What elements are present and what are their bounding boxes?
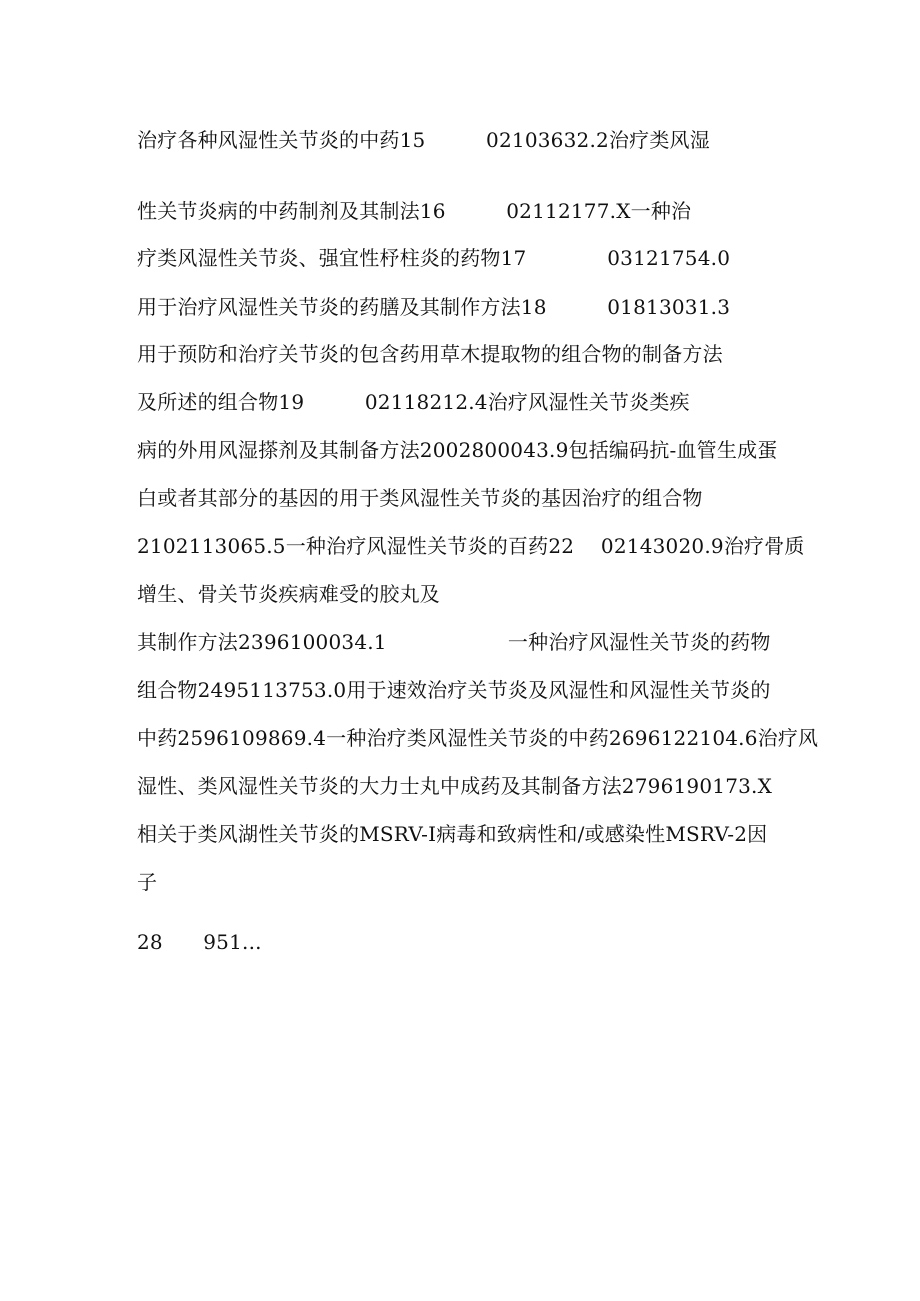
text-line: 组合物2495113753.0用于速效治疗关节炎及风湿性和风湿性关节炎的	[137, 678, 771, 702]
text-line: 疗类风湿性关节炎、强宜性杼柱炎的药物17 03121754.0	[137, 246, 731, 270]
text-line: 病的外用风湿搽剂及其制备方法2002800043.9包括编码抗-血管生成蛋	[137, 438, 778, 462]
page-footer-text: 28 951...	[137, 930, 262, 954]
text-line: 治疗各种风湿性关节炎的中药15 02103632.2治疗类风湿	[137, 128, 710, 152]
text-line: 用于治疗风湿性关节炎的药膳及其制作方法18 01813031.3	[137, 295, 731, 319]
text-line: 及所述的组合物19 02118212.4治疗风湿性关节炎类疾	[137, 390, 690, 414]
text-line: 增生、骨关节炎疾病难受的胶丸及	[137, 582, 440, 606]
text-line: 相关于类风湖性关节炎的MSRV-I病毒和致病性和/或感染性MSRV-2因	[137, 822, 768, 846]
text-line: 湿性、类风湿性关节炎的大力士丸中成药及其制备方法2796190173.X	[137, 774, 773, 798]
text-line: 子	[137, 870, 158, 894]
text-line: 用于预防和治疗关节炎的包含药用草木提取物的组合物的制备方法	[137, 342, 723, 366]
text-line: 白或者其部分的基因的用于类风湿性关节炎的基因治疗的组合物	[137, 486, 703, 510]
text-line: 其制作方法2396100034.1 一种治疗风湿性关节炎的药物	[137, 630, 771, 654]
text-line: 性关节炎病的中药制剂及其制法16 02112177.X一种治	[137, 199, 692, 223]
text-line: 中药2596109869.4一种治疗类风湿性关节炎的中药2696122104.6治疗风	[137, 726, 819, 750]
text-line: 2102113065.5一种治疗风湿性关节炎的百药22 02143020.9治疗骨质	[137, 534, 805, 558]
